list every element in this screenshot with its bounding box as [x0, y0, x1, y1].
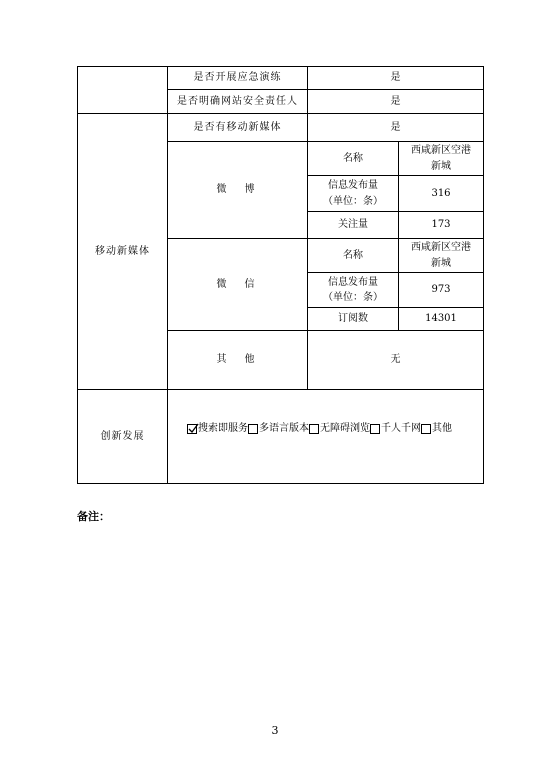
weibo-posts-value: 316 [431, 187, 451, 199]
security-person-value: 是 [390, 95, 401, 107]
option-label: 多语言版本 [259, 423, 309, 434]
wechat-subscribers-value: 14301 [425, 313, 457, 325]
checkbox-personalized[interactable] [370, 424, 380, 434]
other-value: 无 [390, 354, 401, 366]
checkbox-accessibility[interactable] [309, 424, 319, 434]
table-border-right [483, 66, 484, 484]
checkbox-multilingual[interactable] [248, 424, 258, 434]
option-label: 其他 [432, 423, 452, 434]
weibo-label: 微 博 [216, 184, 259, 196]
wechat-name-value: 西咸新区空港 新城 [411, 242, 471, 269]
has-mobile-media-value: 是 [390, 121, 401, 133]
checkbox-search-service[interactable] [187, 424, 197, 434]
wechat-posts-label: 信息发布量 （单位：条） [323, 276, 383, 303]
weibo-followers-value: 173 [431, 219, 451, 231]
weibo-name-label: 名称 [343, 152, 363, 164]
weibo-followers-label: 关注量 [338, 219, 368, 231]
other-label: 其 他 [216, 354, 259, 366]
checkbox-other[interactable] [421, 424, 431, 434]
emergency-drill-value: 是 [390, 72, 401, 84]
has-mobile-media-label: 是否有移动新媒体 [193, 121, 282, 133]
innovation-options [187, 414, 452, 444]
note-label: 备注： [77, 510, 110, 523]
checkmark-icon [187, 423, 199, 435]
wechat-label: 微 信 [216, 278, 259, 290]
innovation-label: 创新发展 [100, 430, 145, 442]
option-label: 千人千网 [381, 423, 421, 434]
weibo-name-value: 西咸新区空港 新城 [411, 145, 471, 172]
option-label: 搜索即服务 [198, 423, 248, 434]
table-border-bottom [77, 483, 484, 484]
weibo-posts-label: 信息发布量 （单位：条） [323, 180, 383, 207]
wechat-subscribers-label: 订阅数 [338, 313, 368, 325]
page-number: 3 [271, 724, 279, 737]
option-label: 无障碍浏览 [320, 423, 370, 434]
mobile-media-section-label: 移动新媒体 [95, 245, 150, 257]
wechat-posts-value: 973 [431, 284, 451, 296]
security-person-label: 是否明确网站安全责任人 [177, 95, 298, 107]
wechat-name-label: 名称 [343, 249, 363, 261]
emergency-drill-label: 是否开展应急演练 [193, 72, 282, 84]
